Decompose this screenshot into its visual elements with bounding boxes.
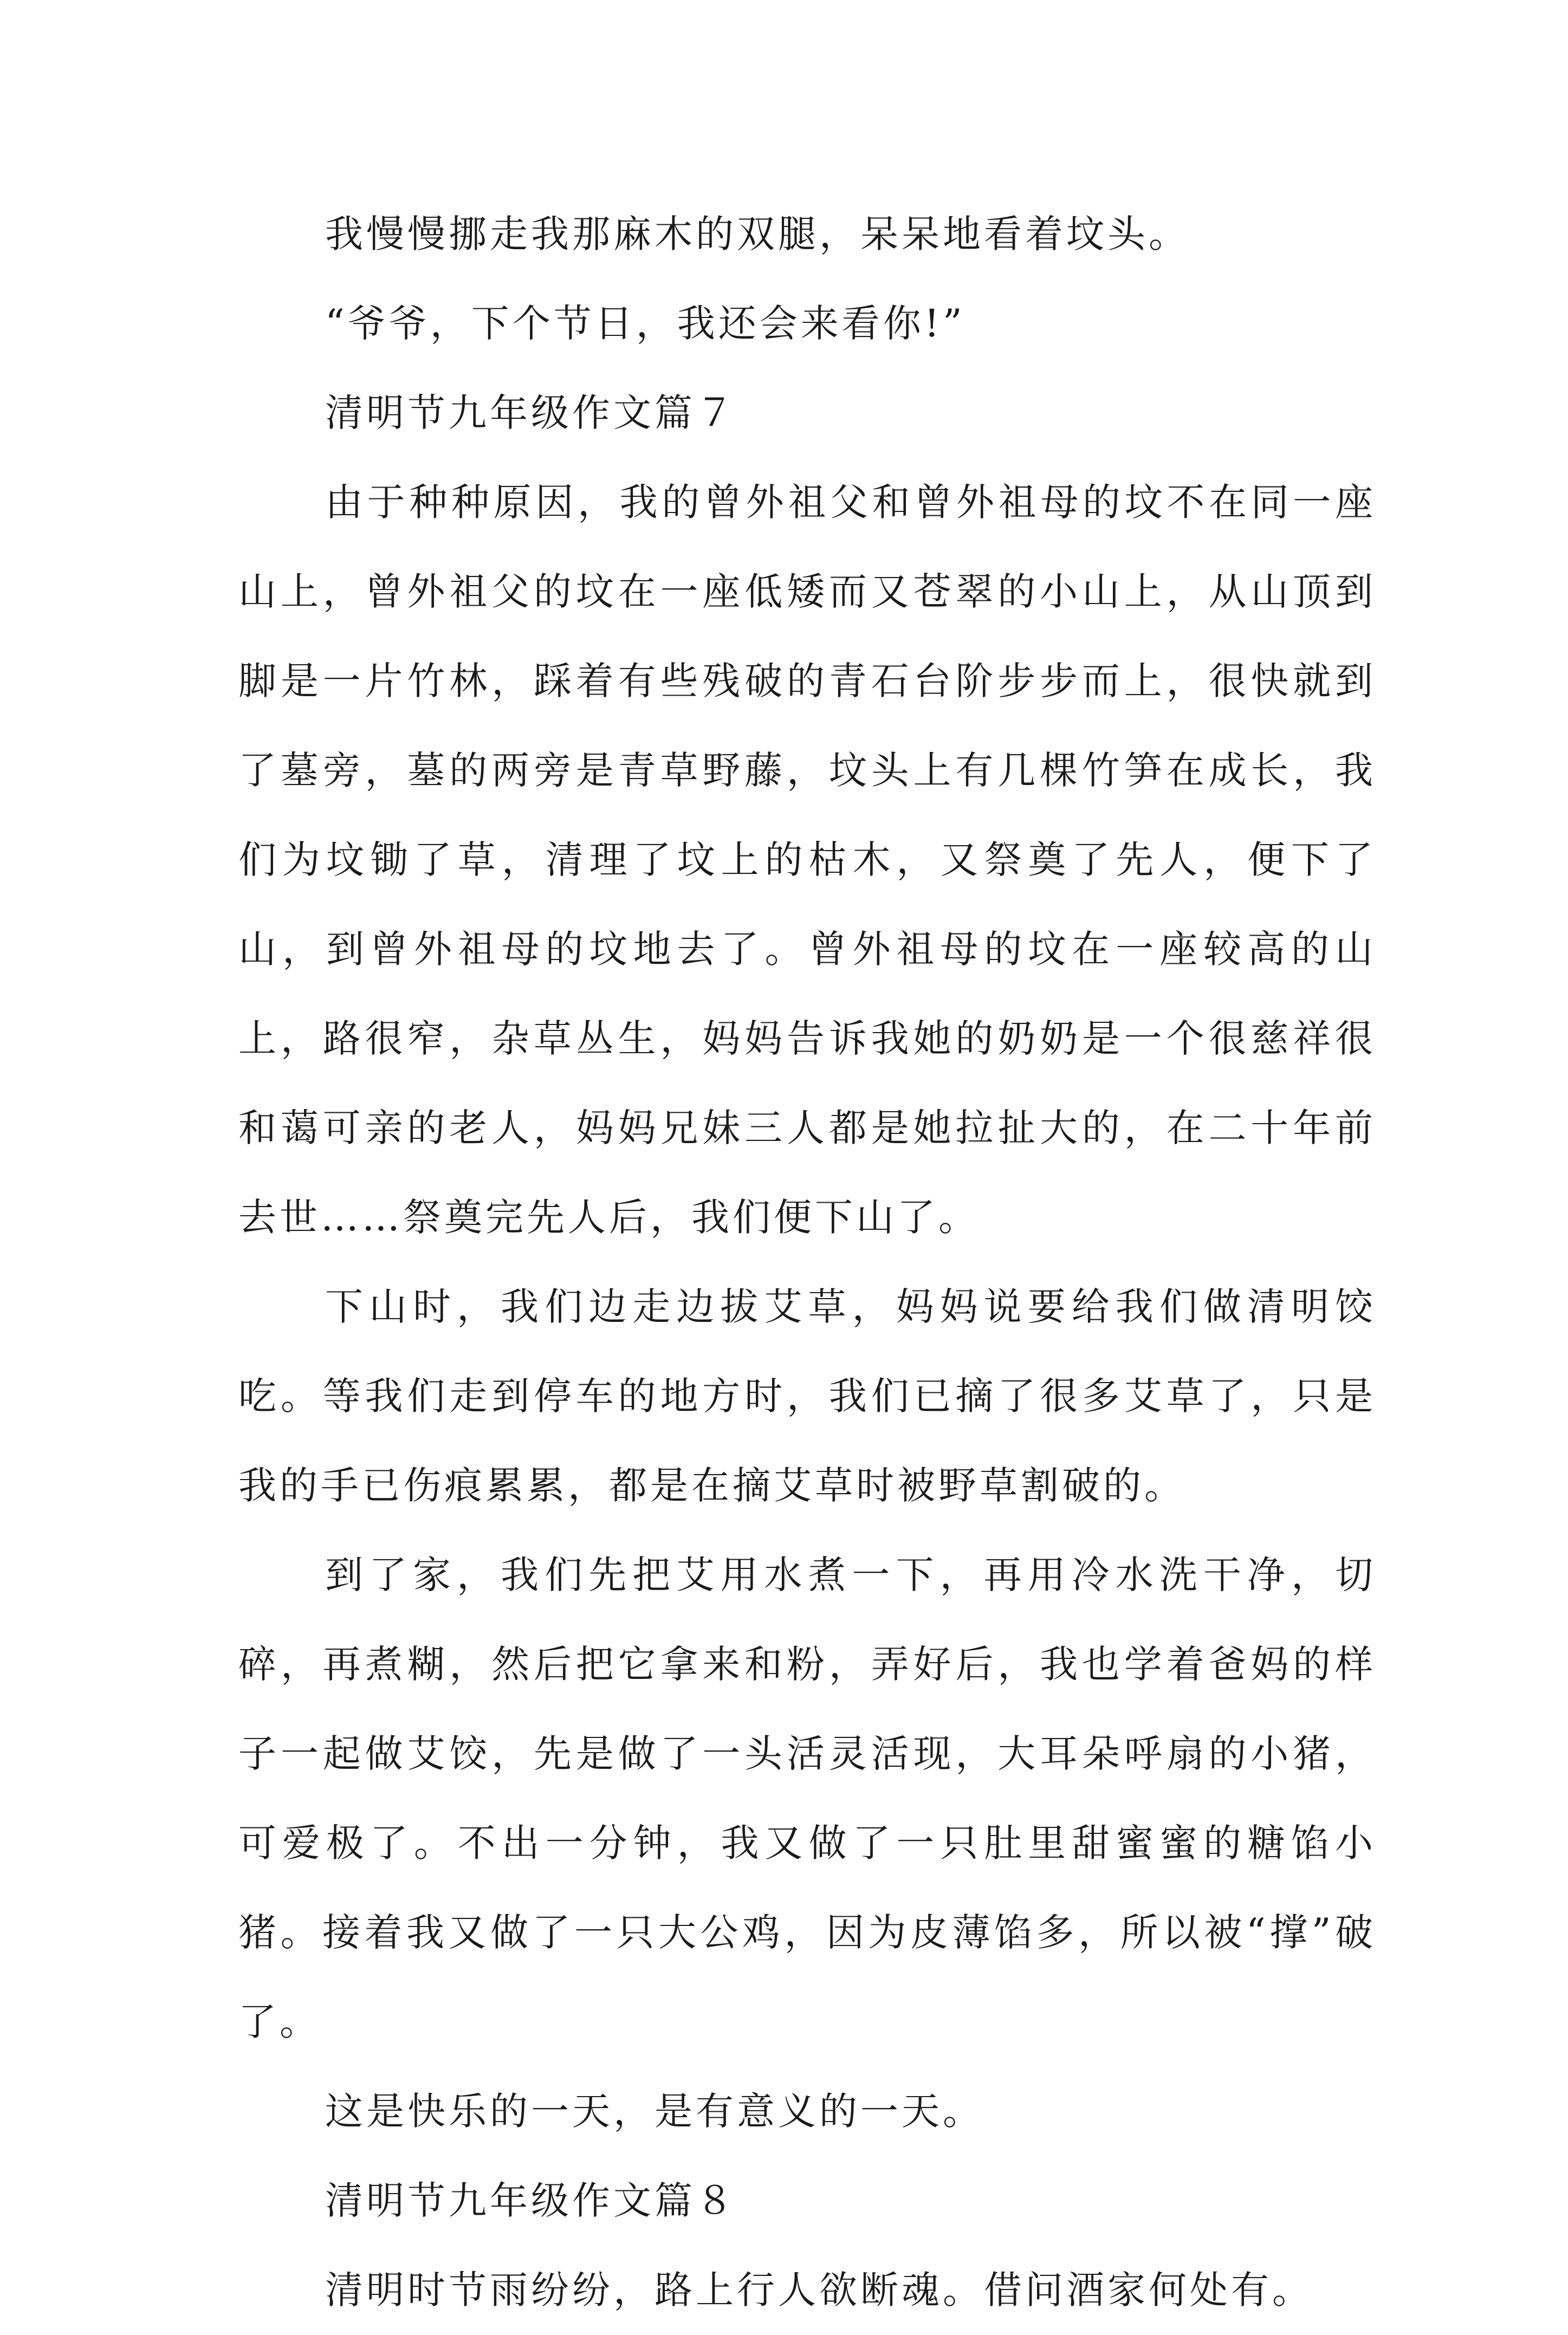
- document-body: [238, 190, 1376, 2335]
- paragraph: 到了家，我们先把艾用水煮一下，再用冷水洗干净，切碎，再煮糊，然后把它拿来和粉，弄好后，我也学着爸妈的样子一起做艾饺，先是做了一头活灵活现，大耳朵呼扇的小猪，可爱极了。不出一分钟，我又做了一只肚里甜蜜蜜的糖馅小猪。接着我又做了一只大公鸡，因为皮薄馅多，所以被“撑”破了。: [238, 1553, 1376, 2044]
- section-heading: 清明节九年级作文篇８: [325, 2178, 737, 2223]
- paragraph: 下山时，我们边走边拔艾草，妈妈说要给我们做清明饺吃。等我们走到停车的地方时，我们已摘了很多艾草了，只是我的手已伤痕累累，都是在摘艾草时被野草割破的。: [238, 1285, 1376, 1508]
- paragraph: 清明时节雨纷纷，路上行人欲断魂。借问酒家何处有。: [325, 2268, 1313, 2312]
- section-heading: 清明节九年级作文篇７: [325, 391, 737, 435]
- paragraph: 这是快乐的一天，是有意义的一天。: [325, 2089, 984, 2133]
- paragraph: 由于种种原因，我的曾外祖父和曾外祖母的坟不在同一座山上，曾外祖父的坟在一座低矮而又苍翠的小山上，从山顶到脚是一片竹林，踩着有些残破的青石台阶步步而上，很快就到了墓旁，墓的两旁是青草野藤，坟头上有几棵竹笋在成长，我们为坟锄了草，清理了坟上的枯木，又祭奠了先人，便下了山，到曾外祖母的坟地去了。曾外祖母的坟在一座较高的山上，路很窄，杂草丛生，妈妈告诉我她的奶奶是一个很慈祥很和蔼可亲的老人，妈妈兄妹三人都是她拉扯大的，在二十年前去世……祭奠完先人后，我们便下山了。: [238, 480, 1376, 1240]
- paragraph: 我慢慢挪走我那麻木的双腿，呆呆地看着坟头。: [325, 212, 1190, 256]
- paragraph: “爷爷，下个节日，我还会来看你!”: [325, 301, 966, 346]
